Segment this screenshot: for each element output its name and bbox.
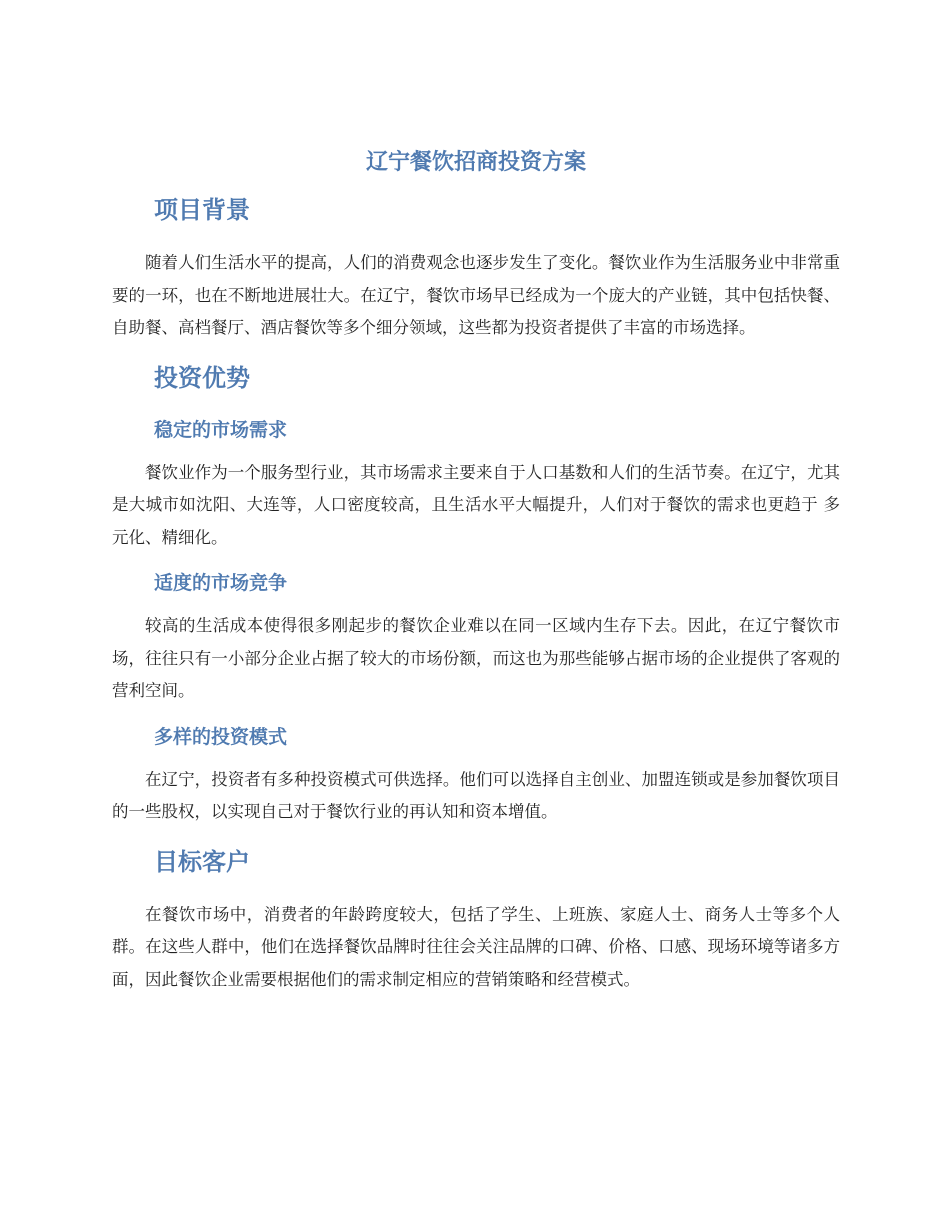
heading-target-customers: 目标客户 — [154, 847, 250, 876]
document-content — [112, 145, 840, 1010]
subheading-stable-demand: 稳定的市场需求 — [154, 418, 288, 441]
paragraph-stable-demand: 餐饮业作为一个服务型行业，其市场需求主要来自于人口基数和人们的生活节奏。在辽宁，尤其是大城市如沈阳、大连等，人口密度较高，且生活水平大幅提升，人们对于餐饮的需求也更趋于 多元化、精细化。 — [112, 462, 840, 547]
subheading-investment-models: 多样的投资模式 — [154, 725, 288, 748]
document-title: 辽宁餐饮招商投资方案 — [365, 150, 586, 175]
paragraph-target-customers: 在餐饮市场中，消费者的年龄跨度较大，包括了学生、上班族、家庭人士、商务人士等多个人群。在这些人群中，他们在选择餐饮品牌时往往会关注品牌的口碑、价格、口感、现场环境等诸多方面，因此餐饮企业需要根据他们的需求制定相应的营销策略和经营模式。 — [112, 904, 840, 989]
subheading-moderate-competition: 适度的市场竞争 — [154, 572, 288, 594]
paragraph-project-background: 随着人们生活水平的提高，人们的消费观念也逐步发生了变化。餐饮业作为生活服务业中非常重要的一环，也在不断地进展壮大。在辽宁，餐饮市场早已经成为一个庞大的产业链，其中包括快餐、自助餐、高档餐厅、酒店餐饮等多个细分领域，这些都为投资者提供了丰富的市场选择。 — [112, 253, 840, 337]
paragraph-moderate-competition: 较高的生活成本使得很多刚起步的餐饮企业难以在同一区域内生存下去。因此，在辽宁餐饮市场，往往只有一小部分企业占据了较大的市场份额，而这也为那些能够占据市场的企业提供了客观的营利空间。 — [112, 616, 840, 700]
heading-investment-advantages: 投资优势 — [154, 363, 250, 392]
paragraph-investment-models: 在辽宁，投资者有多种投资模式可供选择。他们可以选择自主创业、加盟连锁或是参加餐饮项目的一些股权，以实现自己对于餐饮行业的再认知和资本增值。 — [112, 769, 840, 821]
heading-project-background: 项目背景 — [154, 196, 250, 224]
